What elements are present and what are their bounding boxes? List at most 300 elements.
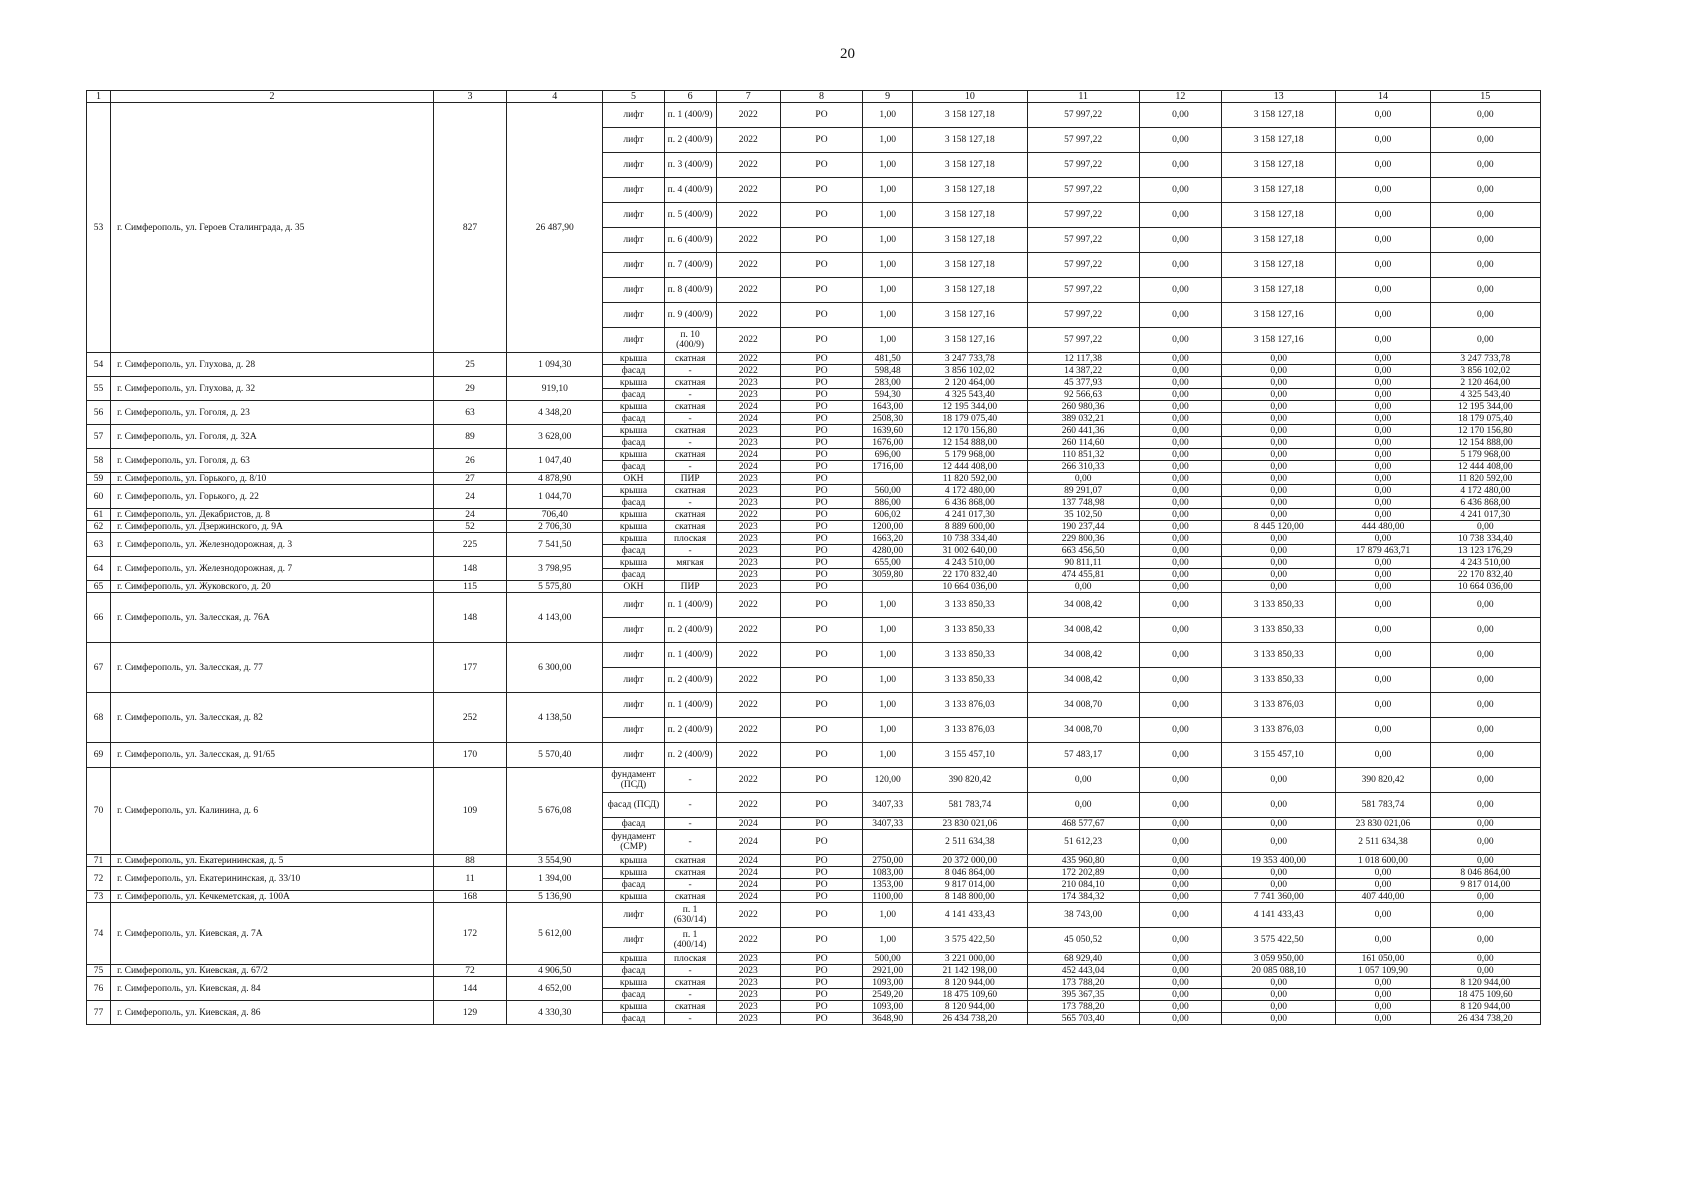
fund-13: 0,00: [1222, 557, 1336, 569]
work-type: фасад: [603, 989, 664, 1001]
address: г. Симферополь, ул. Гоголя, д. 23: [111, 401, 434, 425]
fund-13: 3 158 127,18: [1222, 103, 1336, 128]
header-cell-6: 6: [664, 91, 716, 103]
fund-13: 0,00: [1222, 569, 1336, 581]
executor: РО: [780, 449, 862, 461]
cost-per-unit: 45 050,52: [1027, 928, 1139, 953]
executor: РО: [780, 365, 862, 377]
header-cell-4: 4: [507, 91, 603, 103]
fund-15: 0,00: [1430, 328, 1540, 353]
volume: 500,00: [863, 953, 913, 965]
row-number: 67: [87, 643, 111, 693]
cost-per-unit: 57 997,22: [1027, 278, 1139, 303]
year: 2022: [716, 793, 780, 818]
fund-14: 0,00: [1336, 449, 1430, 461]
work-type: лифт: [603, 718, 664, 743]
col-4-value: 1 047,40: [507, 449, 603, 473]
fund-15: 6 436 868,00: [1430, 497, 1540, 509]
fund-14: 0,00: [1336, 643, 1430, 668]
executor: РО: [780, 830, 862, 855]
table-row: [87, 593, 1541, 618]
fund-12: 0,00: [1139, 128, 1221, 153]
fund-13: 0,00: [1222, 401, 1336, 413]
fund-12: 0,00: [1139, 203, 1221, 228]
fund-14: 0,00: [1336, 569, 1430, 581]
cost-per-unit: 34 008,42: [1027, 643, 1139, 668]
fund-15: 0,00: [1430, 743, 1540, 768]
fund-12: 0,00: [1139, 365, 1221, 377]
fund-12: 0,00: [1139, 618, 1221, 643]
fund-12: 0,00: [1139, 228, 1221, 253]
cost-per-unit: 89 291,07: [1027, 485, 1139, 497]
table-row: [87, 581, 1541, 593]
year: 2022: [716, 903, 780, 928]
work-type: фасад: [603, 545, 664, 557]
fund-15: 0,00: [1430, 668, 1540, 693]
year: 2024: [716, 855, 780, 867]
cost-per-unit: 260 980,36: [1027, 401, 1139, 413]
cost-total: 3 133 850,33: [913, 593, 1027, 618]
work-detail: п. 2 (400/9): [664, 743, 716, 768]
volume: 1,00: [863, 903, 913, 928]
cost-total: 581 783,74: [913, 793, 1027, 818]
volume: 1,00: [863, 128, 913, 153]
cost-total: 3 158 127,18: [913, 103, 1027, 128]
work-detail: п. 7 (400/9): [664, 253, 716, 278]
work-detail: п. 2 (400/9): [664, 668, 716, 693]
fund-12: 0,00: [1139, 437, 1221, 449]
volume: 1,00: [863, 328, 913, 353]
executor: РО: [780, 437, 862, 449]
fund-13: 0,00: [1222, 818, 1336, 830]
work-type: крыша: [603, 509, 664, 521]
fund-13: 3 158 127,18: [1222, 253, 1336, 278]
table-row: [87, 977, 1541, 989]
work-detail: скатная: [664, 891, 716, 903]
fund-13: 0,00: [1222, 353, 1336, 365]
executor: РО: [780, 693, 862, 718]
fund-13: 3 158 127,16: [1222, 303, 1336, 328]
cost-total: 390 820,42: [913, 768, 1027, 793]
col-4-value: 3 554,90: [507, 855, 603, 867]
row-number: 66: [87, 593, 111, 643]
fund-15: 4 241 017,30: [1430, 509, 1540, 521]
row-number: 61: [87, 509, 111, 521]
work-detail: п. 2 (400/9): [664, 128, 716, 153]
fund-13: 0,00: [1222, 497, 1336, 509]
work-detail: -: [664, 413, 716, 425]
row-number: 64: [87, 557, 111, 581]
fund-13: 0,00: [1222, 830, 1336, 855]
fund-13: 0,00: [1222, 449, 1336, 461]
fund-12: 0,00: [1139, 793, 1221, 818]
cost-per-unit: 172 202,89: [1027, 867, 1139, 879]
fund-15: 0,00: [1430, 830, 1540, 855]
header-cell-1: 1: [87, 91, 111, 103]
work-detail: ПИР: [664, 581, 716, 593]
cost-total: 8 120 944,00: [913, 977, 1027, 989]
row-number: 55: [87, 377, 111, 401]
executor: РО: [780, 569, 862, 581]
executor: РО: [780, 153, 862, 178]
work-type: ОКН: [603, 473, 664, 485]
fund-12: 0,00: [1139, 253, 1221, 278]
fund-14: 0,00: [1336, 425, 1430, 437]
executor: РО: [780, 413, 862, 425]
volume: 886,00: [863, 497, 913, 509]
fund-12: 0,00: [1139, 449, 1221, 461]
fund-14: 0,00: [1336, 461, 1430, 473]
col-4-value: 5 575,80: [507, 581, 603, 593]
cost-total: 10 664 036,00: [913, 581, 1027, 593]
col-3-value: 63: [433, 401, 506, 425]
executor: РО: [780, 903, 862, 928]
col-4-value: 706,40: [507, 509, 603, 521]
fund-14: 0,00: [1336, 128, 1430, 153]
volume: 2549,20: [863, 989, 913, 1001]
row-number: 57: [87, 425, 111, 449]
fund-13: 0,00: [1222, 425, 1336, 437]
fund-12: 0,00: [1139, 928, 1221, 953]
work-type: лифт: [603, 668, 664, 693]
executor: РО: [780, 401, 862, 413]
work-detail: -: [664, 793, 716, 818]
volume: 3648,90: [863, 1013, 913, 1025]
fund-13: 3 155 457,10: [1222, 743, 1336, 768]
fund-12: 0,00: [1139, 103, 1221, 128]
year: 2023: [716, 473, 780, 485]
fund-12: 0,00: [1139, 668, 1221, 693]
row-number: 65: [87, 581, 111, 593]
cost-per-unit: 34 008,42: [1027, 593, 1139, 618]
fund-12: 0,00: [1139, 389, 1221, 401]
fund-15: 0,00: [1430, 228, 1540, 253]
work-type: крыша: [603, 891, 664, 903]
executor: РО: [780, 818, 862, 830]
work-detail: скатная: [664, 353, 716, 365]
year: 2024: [716, 461, 780, 473]
table-row: [87, 557, 1541, 569]
work-type: крыша: [603, 377, 664, 389]
work-detail: п. 1 (400/9): [664, 593, 716, 618]
address: г. Симферополь, ул. Железнодорожная, д. 7: [111, 557, 434, 581]
fund-14: 0,00: [1336, 328, 1430, 353]
header-cell-10: 10: [913, 91, 1027, 103]
fund-15: 9 817 014,00: [1430, 879, 1540, 891]
table-row: [87, 353, 1541, 365]
col-3-value: 170: [433, 743, 506, 768]
cost-per-unit: 51 612,23: [1027, 830, 1139, 855]
executor: РО: [780, 1013, 862, 1025]
cost-total: 18 179 075,40: [913, 413, 1027, 425]
fund-12: 0,00: [1139, 1013, 1221, 1025]
work-detail: -: [664, 965, 716, 977]
year: 2024: [716, 401, 780, 413]
fund-15: 0,00: [1430, 593, 1540, 618]
cost-total: 12 195 344,00: [913, 401, 1027, 413]
work-type: лифт: [603, 303, 664, 328]
cost-total: 2 511 634,38: [913, 830, 1027, 855]
volume: 1,00: [863, 203, 913, 228]
fund-14: 0,00: [1336, 228, 1430, 253]
row-number: 75: [87, 965, 111, 977]
cost-total: 3 158 127,18: [913, 278, 1027, 303]
executor: РО: [780, 643, 862, 668]
address: г. Симферополь, ул. Горького, д. 22: [111, 485, 434, 509]
work-type: лифт: [603, 228, 664, 253]
volume: 1,00: [863, 253, 913, 278]
cost-per-unit: 110 851,32: [1027, 449, 1139, 461]
fund-13: 0,00: [1222, 413, 1336, 425]
col-3-value: 29: [433, 377, 506, 401]
work-type: фасад: [603, 818, 664, 830]
address: г. Симферополь, ул. Екатерининская, д. 33/10: [111, 867, 434, 891]
cost-total: 2 120 464,00: [913, 377, 1027, 389]
volume: 696,00: [863, 449, 913, 461]
volume: 4280,00: [863, 545, 913, 557]
fund-12: 0,00: [1139, 830, 1221, 855]
cost-total: 3 133 876,03: [913, 693, 1027, 718]
fund-14: 2 511 634,38: [1336, 830, 1430, 855]
year: 2023: [716, 977, 780, 989]
col-3-value: 148: [433, 557, 506, 581]
fund-14: 0,00: [1336, 473, 1430, 485]
fund-15: 4 172 480,00: [1430, 485, 1540, 497]
fund-15: 18 179 075,40: [1430, 413, 1540, 425]
col-3-value: 252: [433, 693, 506, 743]
cost-total: 31 002 640,00: [913, 545, 1027, 557]
cost-per-unit: 57 997,22: [1027, 128, 1139, 153]
fund-12: 0,00: [1139, 855, 1221, 867]
fund-13: 4 141 433,43: [1222, 903, 1336, 928]
col-4-value: 7 541,50: [507, 533, 603, 557]
work-type: фасад: [603, 497, 664, 509]
volume: 2921,00: [863, 965, 913, 977]
table-row: [87, 533, 1541, 545]
fund-15: 5 179 968,00: [1430, 449, 1540, 461]
cost-per-unit: 34 008,70: [1027, 693, 1139, 718]
year: 2023: [716, 377, 780, 389]
volume: 1,00: [863, 928, 913, 953]
executor: РО: [780, 718, 862, 743]
cost-total: 4 241 017,30: [913, 509, 1027, 521]
cost-total: 3 158 127,16: [913, 303, 1027, 328]
header-cell-13: 13: [1222, 91, 1336, 103]
fund-13: 3 575 422,50: [1222, 928, 1336, 953]
work-type: крыша: [603, 425, 664, 437]
fund-15: 0,00: [1430, 643, 1540, 668]
col-4-value: 5 612,00: [507, 903, 603, 965]
work-detail: скатная: [664, 855, 716, 867]
fund-12: 0,00: [1139, 593, 1221, 618]
fund-15: 0,00: [1430, 178, 1540, 203]
volume: 1,00: [863, 103, 913, 128]
executor: РО: [780, 557, 862, 569]
fund-12: 0,00: [1139, 643, 1221, 668]
fund-14: 161 050,00: [1336, 953, 1430, 965]
year: 2022: [716, 178, 780, 203]
executor: РО: [780, 278, 862, 303]
row-number: 68: [87, 693, 111, 743]
table-row: [87, 643, 1541, 668]
work-type: лифт: [603, 593, 664, 618]
fund-14: 0,00: [1336, 879, 1430, 891]
fund-15: 0,00: [1430, 953, 1540, 965]
col-4-value: 1 044,70: [507, 485, 603, 509]
executor: РО: [780, 743, 862, 768]
executor: РО: [780, 228, 862, 253]
year: 2022: [716, 509, 780, 521]
fund-13: 3 158 127,18: [1222, 128, 1336, 153]
work-type: лифт: [603, 618, 664, 643]
executor: РО: [780, 303, 862, 328]
fund-12: 0,00: [1139, 718, 1221, 743]
work-type: лифт: [603, 103, 664, 128]
cost-per-unit: 68 929,40: [1027, 953, 1139, 965]
cost-total: 3 133 850,33: [913, 618, 1027, 643]
cost-per-unit: 34 008,70: [1027, 718, 1139, 743]
fund-15: 0,00: [1430, 718, 1540, 743]
work-detail: п. 6 (400/9): [664, 228, 716, 253]
work-detail: п. 10 (400/9): [664, 328, 716, 353]
header-cell-12: 12: [1139, 91, 1221, 103]
fund-12: 0,00: [1139, 425, 1221, 437]
fund-13: 0,00: [1222, 509, 1336, 521]
fund-14: 0,00: [1336, 303, 1430, 328]
fund-12: 0,00: [1139, 485, 1221, 497]
year: 2023: [716, 485, 780, 497]
cost-per-unit: 57 483,17: [1027, 743, 1139, 768]
work-detail: -: [664, 830, 716, 855]
fund-13: 0,00: [1222, 485, 1336, 497]
executor: РО: [780, 965, 862, 977]
fund-14: 0,00: [1336, 903, 1430, 928]
cost-total: 12 154 888,00: [913, 437, 1027, 449]
fund-13: 0,00: [1222, 437, 1336, 449]
fund-13: 0,00: [1222, 533, 1336, 545]
col-3-value: 827: [433, 103, 506, 353]
fund-15: 26 434 738,20: [1430, 1013, 1540, 1025]
work-type: лифт: [603, 253, 664, 278]
fund-12: 0,00: [1139, 278, 1221, 303]
cost-per-unit: 57 997,22: [1027, 253, 1139, 278]
work-detail: п. 5 (400/9): [664, 203, 716, 228]
fund-14: 0,00: [1336, 593, 1430, 618]
year: 2022: [716, 103, 780, 128]
year: 2022: [716, 253, 780, 278]
cost-total: 8 148 800,00: [913, 891, 1027, 903]
year: 2022: [716, 328, 780, 353]
cost-per-unit: 90 811,11: [1027, 557, 1139, 569]
volume: 1,00: [863, 693, 913, 718]
col-3-value: 25: [433, 353, 506, 377]
work-detail: п. 4 (400/9): [664, 178, 716, 203]
fund-15: 0,00: [1430, 203, 1540, 228]
work-detail: п. 2 (400/9): [664, 718, 716, 743]
col-4-value: 5 676,08: [507, 768, 603, 855]
fund-13: 3 158 127,18: [1222, 203, 1336, 228]
year: 2023: [716, 437, 780, 449]
fund-13: 0,00: [1222, 1013, 1336, 1025]
cost-per-unit: 35 102,50: [1027, 509, 1139, 521]
fund-14: 390 820,42: [1336, 768, 1430, 793]
work-detail: мягкая: [664, 557, 716, 569]
fund-12: 0,00: [1139, 303, 1221, 328]
fund-13: 0,00: [1222, 377, 1336, 389]
fund-14: 0,00: [1336, 1013, 1430, 1025]
fund-13: 8 445 120,00: [1222, 521, 1336, 533]
year: 2024: [716, 818, 780, 830]
page-number: 20: [840, 46, 855, 62]
volume: 1,00: [863, 618, 913, 643]
work-detail: п. 1 (400/14): [664, 928, 716, 953]
year: 2023: [716, 497, 780, 509]
fund-14: 17 879 463,71: [1336, 545, 1430, 557]
row-number: 72: [87, 867, 111, 891]
col-4-value: 1 394,00: [507, 867, 603, 891]
year: 2023: [716, 989, 780, 1001]
work-type: фасад (ПСД): [603, 793, 664, 818]
fund-12: 0,00: [1139, 353, 1221, 365]
work-type: крыша: [603, 1001, 664, 1013]
fund-15: 13 123 176,29: [1430, 545, 1540, 557]
address: г. Симферополь, ул. Екатерининская, д. 5: [111, 855, 434, 867]
cost-total: 10 738 334,40: [913, 533, 1027, 545]
fund-15: 12 154 888,00: [1430, 437, 1540, 449]
fund-13: 0,00: [1222, 461, 1336, 473]
year: 2023: [716, 425, 780, 437]
year: 2024: [716, 830, 780, 855]
col-4-value: 4 906,50: [507, 965, 603, 977]
cost-per-unit: 34 008,42: [1027, 668, 1139, 693]
cost-total: 3 158 127,18: [913, 178, 1027, 203]
cost-per-unit: 389 032,21: [1027, 413, 1139, 425]
work-detail: п. 8 (400/9): [664, 278, 716, 303]
col-3-value: 24: [433, 509, 506, 521]
work-detail: плоская: [664, 533, 716, 545]
fund-12: 0,00: [1139, 977, 1221, 989]
col-3-value: 115: [433, 581, 506, 593]
address: г. Симферополь, ул. Киевская, д. 7А: [111, 903, 434, 965]
col-3-value: 88: [433, 855, 506, 867]
col-3-value: 26: [433, 449, 506, 473]
fund-13: 0,00: [1222, 989, 1336, 1001]
volume: 3407,33: [863, 818, 913, 830]
fund-13: 3 133 850,33: [1222, 643, 1336, 668]
year: 2022: [716, 303, 780, 328]
executor: РО: [780, 1001, 862, 1013]
cost-per-unit: 57 997,22: [1027, 103, 1139, 128]
fund-15: 0,00: [1430, 278, 1540, 303]
col-4-value: 919,10: [507, 377, 603, 401]
year: 2022: [716, 278, 780, 303]
col-4-value: 4 348,20: [507, 401, 603, 425]
work-detail: -: [664, 497, 716, 509]
year: 2024: [716, 867, 780, 879]
year: 2023: [716, 545, 780, 557]
fund-12: 0,00: [1139, 509, 1221, 521]
fund-12: 0,00: [1139, 693, 1221, 718]
table-row: [87, 425, 1541, 437]
volume: 3059,80: [863, 569, 913, 581]
fund-14: 0,00: [1336, 509, 1430, 521]
row-number: 77: [87, 1001, 111, 1025]
table-row: [87, 891, 1541, 903]
work-type: фасад: [603, 965, 664, 977]
col-4-value: 4 138,50: [507, 693, 603, 743]
year: 2022: [716, 228, 780, 253]
fund-14: 0,00: [1336, 533, 1430, 545]
